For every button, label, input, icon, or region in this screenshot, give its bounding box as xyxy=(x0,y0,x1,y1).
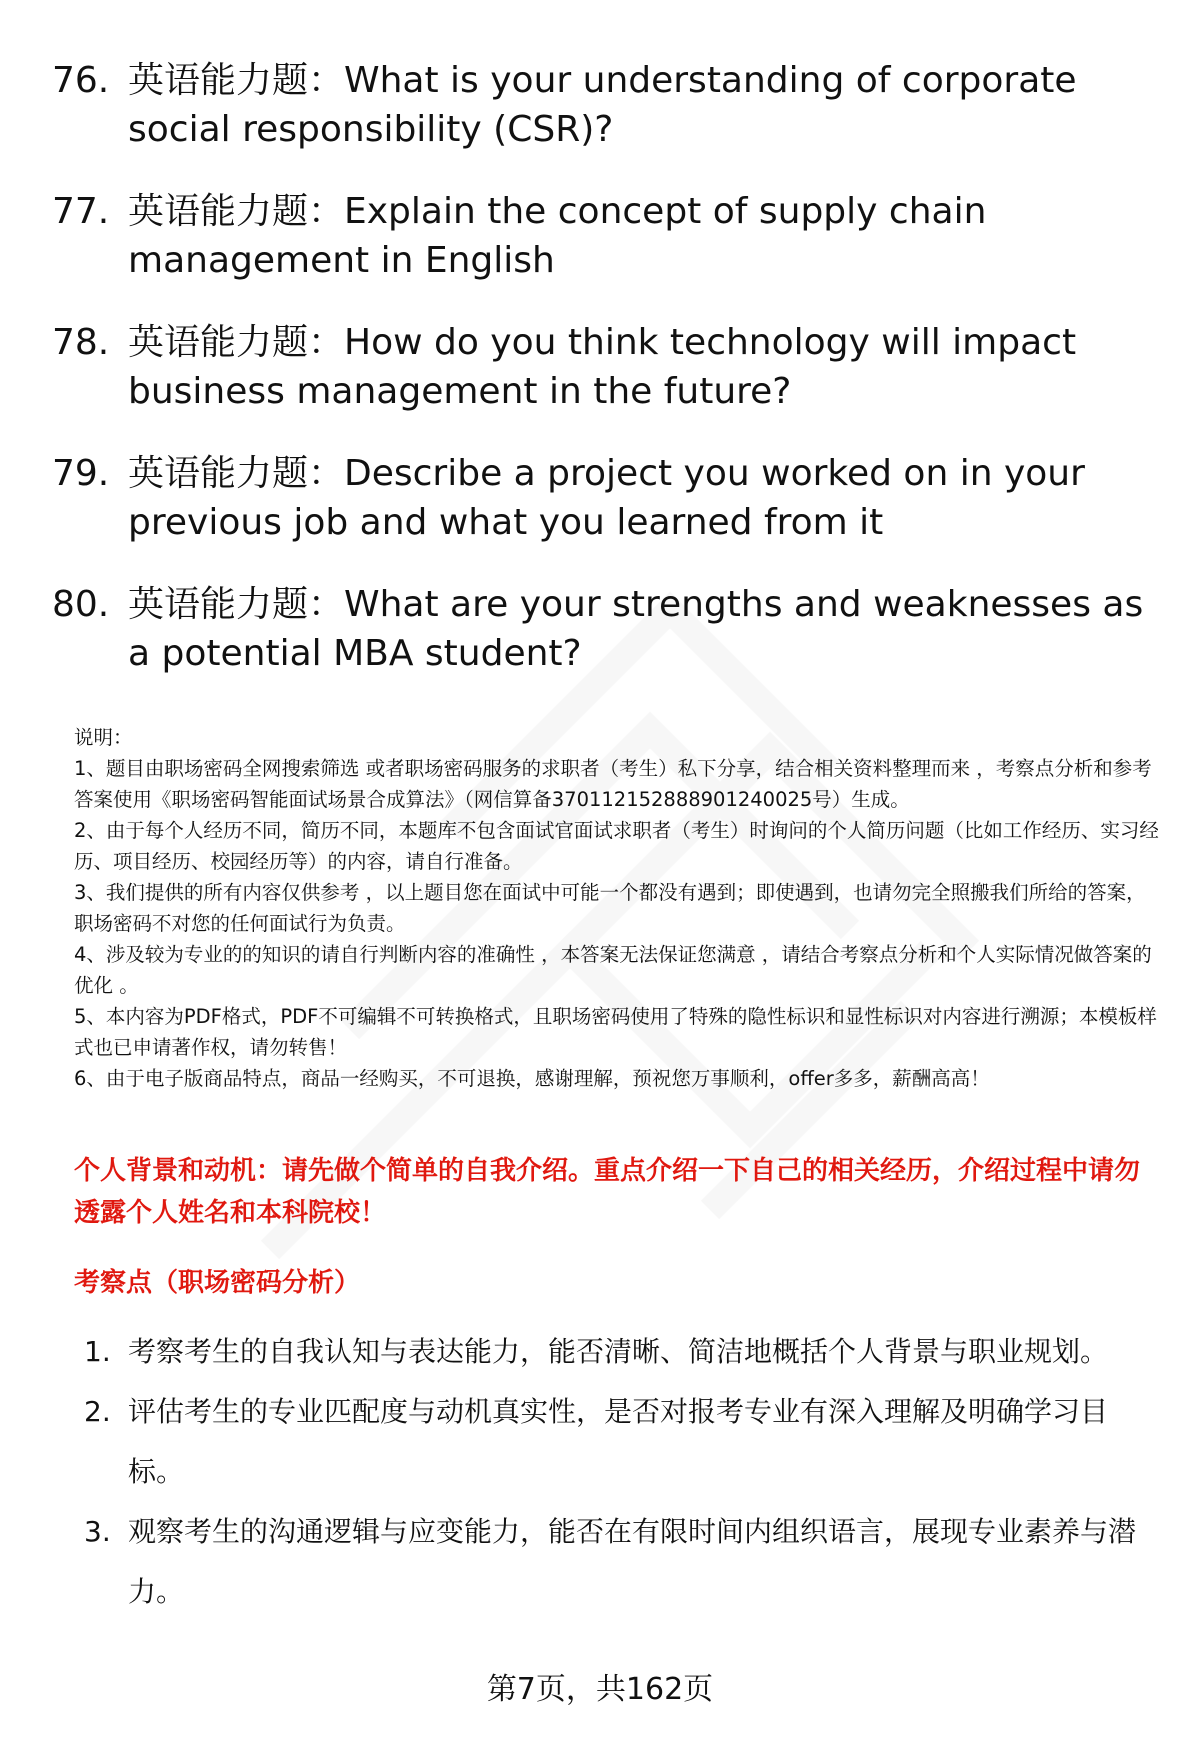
question-list xyxy=(0,56,1200,711)
page-footer: 第7页，共162页 xyxy=(486,1672,714,1707)
question-text: 英语能力题：What is your understanding of corporate social responsibility (CSR)? xyxy=(128,60,1077,150)
question-number: 76. xyxy=(52,60,110,101)
note-item: 6、由于电子版商品特点，商品一经购买，不可退换，感谢理解，预祝您万事顺利，offer多多，薪酬高高！ xyxy=(74,1067,990,1090)
note-item: 2、由于每个人经历不同，简历不同，本题库不包含面试官面试求职者（考生）时询问的个人简历问题（比如工作经历、实习经历、项目经历、校园经历等）的内容，请自行准备。 xyxy=(74,819,1159,873)
question-item xyxy=(0,580,1200,678)
note-item: 3、我们提供的所有内容仅供参考 ，以上题目您在面试中可能一个都没有遇到；即使遇到，也请勿完全照搬我们所给的答案，职场密码不对您的任何面试行为负责。 xyxy=(74,881,1146,935)
question-item xyxy=(0,187,1200,285)
analysis-title: 考察点（职场密码分析） xyxy=(74,1268,361,1298)
question-number: 77. xyxy=(52,191,110,232)
question-text: 英语能力题：Explain the concept of supply chain management in English xyxy=(128,191,987,281)
question-item xyxy=(0,318,1200,416)
notes-section xyxy=(74,722,1164,1094)
point-number: 3. xyxy=(84,1515,111,1548)
note-item: 4、涉及较为专业的的知识的请自行判断内容的准确性 ，本答案无法保证您满意 ，请结合考察点分析和个人实际情况做答案的优化 。 xyxy=(74,943,1152,997)
question-text: 英语能力题：What are your strengths and weaknesses as a potential MBA student? xyxy=(128,584,1144,674)
question-text: 英语能力题：How do you think technology will impact business management in the future? xyxy=(128,322,1077,412)
analysis-point xyxy=(0,1382,1200,1502)
question-number: 79. xyxy=(52,453,110,494)
question-item xyxy=(0,56,1200,154)
notes-heading: 说明： xyxy=(74,726,133,749)
question-text: 英语能力题：Describe a project you worked on in your previous job and what you learned from it xyxy=(128,453,1085,543)
question-number: 80. xyxy=(52,584,110,625)
note-item: 1、题目由职场密码全网搜索筛选 或者职场密码服务的求职者（考生）私下分享，结合相关资料整理而来 ，考察点分析和参考答案使用《职场密码智能面试场景合成算法》（网信算备370112152888901240025号）生成。 xyxy=(74,757,1152,811)
point-text: 观察考生的沟通逻辑与应变能力，能否在有限时间内组织语言，展现专业素养与潜力。 xyxy=(128,1515,1137,1608)
question-heading: 个人背景和动机：请先做个简单的自我介绍。重点介绍一下自己的相关经历，介绍过程中请勿透露个人姓名和本科院校！ xyxy=(74,1156,1141,1228)
point-text: 评估考生的专业匹配度与动机真实性，是否对报考专业有深入理解及明确学习目标。 xyxy=(128,1395,1109,1488)
question-item xyxy=(0,449,1200,547)
analysis-point xyxy=(0,1502,1200,1622)
analysis-points xyxy=(0,1322,1200,1622)
analysis-point xyxy=(0,1322,1200,1382)
note-item: 5、本内容为PDF格式，PDF不可编辑不可转换格式，且职场密码使用了特殊的隐性标识和显性标识对内容进行溯源；本模板样式也已申请著作权，请勿转售！ xyxy=(74,1005,1157,1059)
point-number: 2. xyxy=(84,1395,111,1428)
question-number: 78. xyxy=(52,322,110,363)
point-text: 考察考生的自我认知与表达能力，能否清晰、简洁地概括个人背景与职业规划。 xyxy=(128,1335,1109,1368)
point-number: 1. xyxy=(84,1335,111,1368)
